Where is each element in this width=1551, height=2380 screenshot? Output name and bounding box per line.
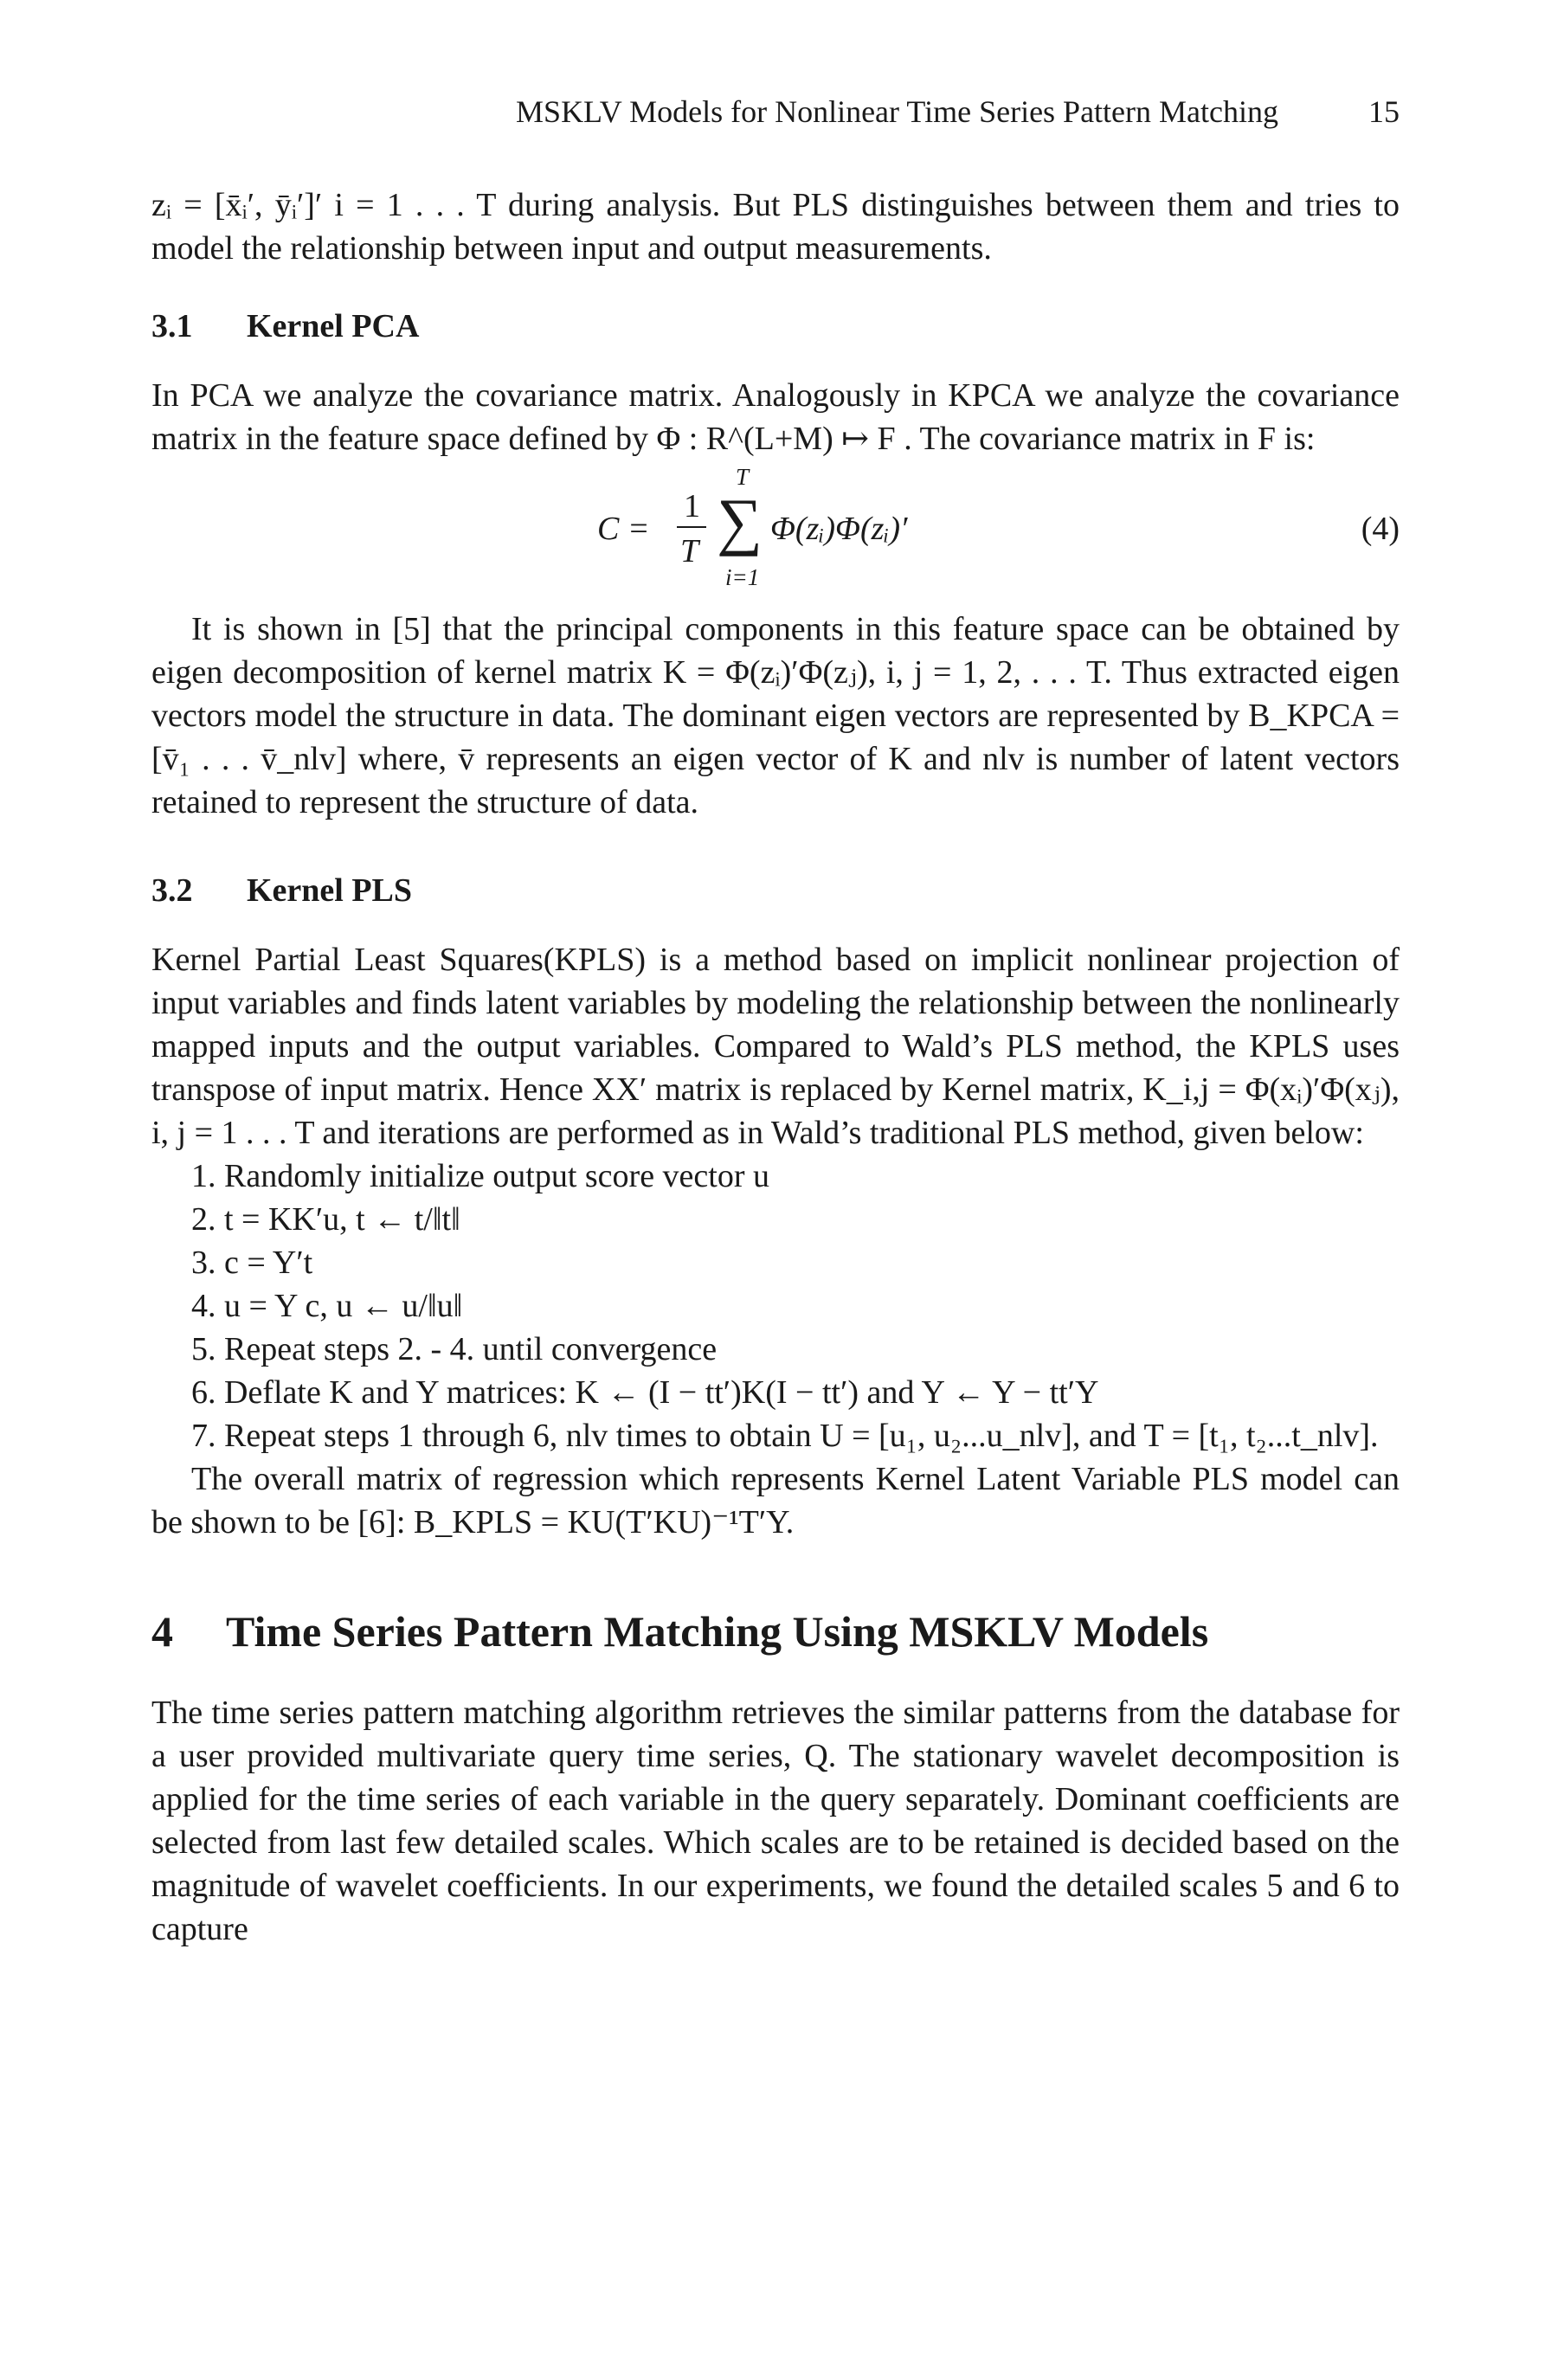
intro-paragraph: zᵢ = [x̄ᵢ′, ȳᵢ′]′ i = 1 . . . T during analysis. But PLS distinguishes between them and tries to model the relationship between input and output measurements. (151, 187, 1400, 267)
equation-fraction-bar (677, 526, 706, 528)
running-head (151, 93, 1400, 140)
list-item: 6. Deflate K and Y matrices: K ← (I − tt′)K(I − tt′) and Y ← Y − tt′Y (191, 1374, 1099, 1411)
list-item: 7. Repeat steps 1 through 6, nlv times to obtain U = [u₁, u₂...u_nlv], and T = [t₁, t₂...t_nlv]. (191, 1418, 1379, 1454)
section-heading-3-2 (151, 869, 1400, 912)
running-title: MSKLV Models for Nonlinear Time Series Pattern Matching (516, 94, 1278, 129)
section-number: 4 (151, 1607, 173, 1656)
equation-body (597, 464, 1047, 595)
section-number: 3.2 (151, 872, 193, 909)
equation-lhs: C = (597, 511, 650, 547)
kpls-steps-list (151, 1155, 1400, 1457)
equation-sum-lower: i=1 (725, 564, 760, 590)
kpls-paragraph-2: The overall matrix of regression which represents Kernel Latent Variable PLS model can be shown to be [6]: B_KPLS = KU(T′KU)⁻¹T′Y. (151, 1461, 1400, 1541)
section-4-paragraph-1: The time series pattern matching algorithm retrieves the similar patterns from the database for a user provided multivariate query time series, Q. The stationary wavelet decomposition is applied for the time series of each variable in the query separately. Dominant coefficients are selected from last few detailed scales. Which scales are to be retained is decided based on the magnitude of wavelet coefficients. In our experiments, we found the detailed scales 5 and 6 to capture (151, 1695, 1400, 1947)
kpca-paragraph-2: It is shown in [5] that the principal components in this feature space can be obtained by eigen decomposition of kernel matrix K = Φ(zᵢ)′Φ(zⱼ), i, j = 1, 2, . . . T. Thus extracted eigen vectors model the structure in data. The dominant eigen vectors are represented by B_KPCA = [v̄₁ . . . v̄_nlv] where, v̄ represents an eigen vector of K and nlv is number of latent vectors retained to represent the structure of data. (151, 611, 1400, 820)
equation-4 (151, 464, 1400, 595)
equation-sum-body: Φ(zᵢ)Φ(zᵢ)′ (770, 511, 908, 547)
section-title-text: Time Series Pattern Matching Using MSKLV Models (226, 1607, 1209, 1656)
list-item: 5. Repeat steps 2. - 4. until convergence (191, 1331, 718, 1367)
page-body (151, 183, 1400, 1951)
equation-frac-numerator: 1 (684, 488, 700, 524)
equation-sum-symbol: ∑ (717, 486, 763, 557)
section-title-text: Kernel PCA (247, 308, 420, 344)
kpls-paragraph-1: Kernel Partial Least Squares(KPLS) is a method based on implicit nonlinear projection of input variables and finds latent variables by modeling the relationship between the nonlinearly mapped inputs and the output variables. Compared to Wald’s PLS method, the KPLS uses transpose of input matrix. Hence XX′ matrix is replaced by Kernel matrix, K_i,j = Φ(xᵢ)′Φ(xⱼ), i, j = 1 . . . T and iterations are performed as in Wald’s traditional PLS method, given below: (151, 942, 1400, 1151)
section-heading-4 (151, 1605, 1400, 1658)
equation-sum-upper: T (736, 464, 750, 490)
page-number: 15 (1368, 94, 1400, 129)
equation-number: (4) (1361, 511, 1400, 547)
list-item: 1. Randomly initialize output score vector u (191, 1158, 770, 1194)
section-number: 3.1 (151, 308, 193, 344)
kpca-paragraph-1: In PCA we analyze the covariance matrix. Analogously in KPCA we analyze the covariance matrix in the feature space defined by Φ : R^(L+M) ↦ F . The covariance matrix in F is: (151, 377, 1400, 457)
equation-frac-denominator: T (680, 533, 699, 569)
paper-page (151, 0, 1400, 2380)
section-heading-3-1 (151, 305, 1400, 348)
section-title-text: Kernel PLS (247, 872, 413, 909)
list-item: 2. t = KK′u, t ← t/‖t‖ (191, 1201, 460, 1238)
list-item: 3. c = Y′t (191, 1245, 313, 1281)
list-item: 4. u = Y c, u ← u/‖u‖ (191, 1288, 463, 1324)
